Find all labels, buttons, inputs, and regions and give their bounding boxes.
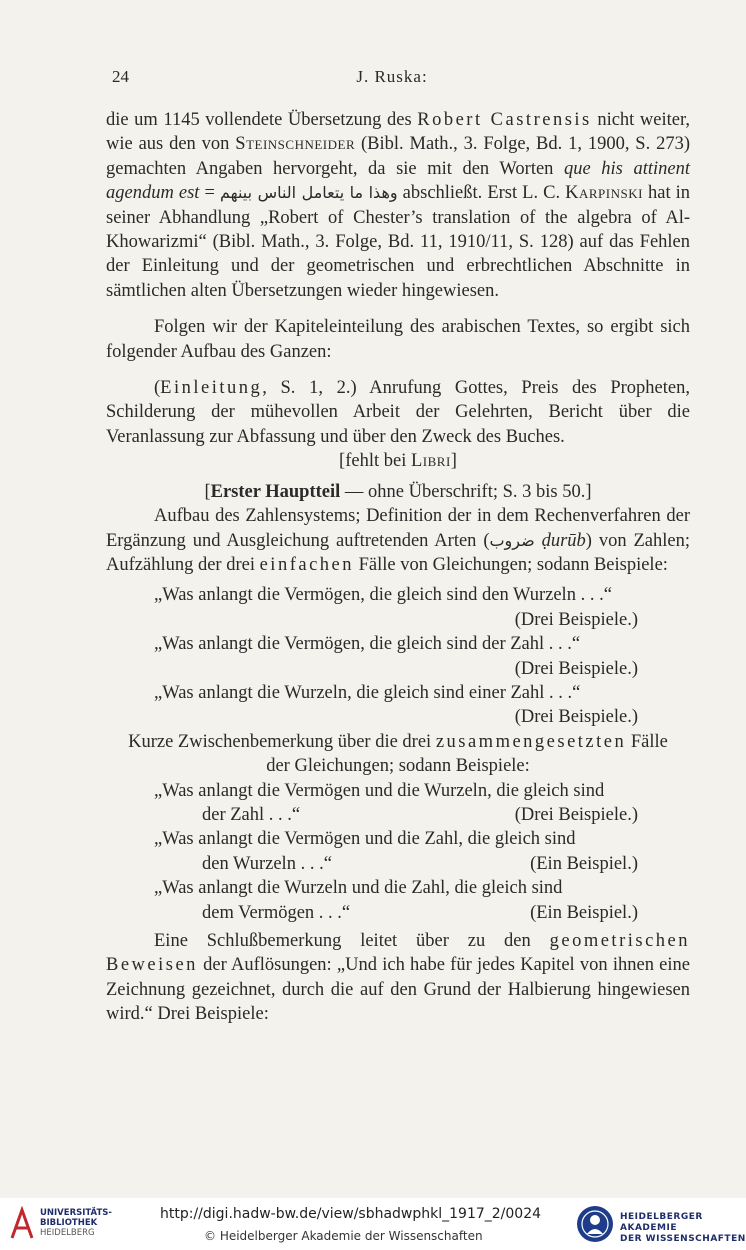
- emphasis: einfachen: [259, 554, 354, 575]
- paragraph-3: (Einleitung, S. 1, 2.) Anrufung Gottes, Preis des Propheten, Schilderung der mühevollen Arbeit der Gelehrten, Bericht über die Veranlassung zur Abfassung und über den Zweck des Buches.: [106, 378, 690, 447]
- quote-line: „Was anlangt die Wurzeln und die Zahl, die gleich sind: [154, 878, 563, 899]
- footer-bar: [0, 1198, 746, 1250]
- quote-line: den Wurzeln . . .“ (Ein Beispiel.): [106, 852, 690, 876]
- emphasis: zusammengesetzten: [435, 731, 627, 752]
- page-number: 24: [112, 67, 129, 86]
- university-library-logo-icon: [8, 1206, 36, 1242]
- quote-ref: (Ein Beispiel.): [530, 853, 638, 874]
- quote-line: „Was anlangt die Vermögen, die gleich sind der Zahl . . .“: [154, 634, 581, 655]
- note-line: [fehlt bei Libri]: [339, 451, 457, 472]
- academy-name: HEIDELBERGER AKADEMIE DER WISSENSCHAFTEN: [620, 1212, 746, 1244]
- quote-line: der Zahl . . .“ (Drei Beispiele.): [106, 803, 690, 827]
- page-header: [112, 67, 672, 89]
- quote-ref: (Ein Beispiel.): [530, 902, 638, 923]
- emphasis: geometrischen Beweisen: [106, 931, 690, 976]
- copyright-notice: © Heidelberger Akademie der Wissenschaften: [204, 1229, 483, 1243]
- quote-ref: (Drei Beispiele.): [514, 707, 638, 728]
- paragraph-1: die um 1145 vollendete Übersetzung des Robert Castrensis nicht weiter, wie aus den von Steinschneider (Bibl. Math., 3. Folge, Bd. 1, 1900, S. 273) gemachten Angaben hervorgeht, da sie mit den Worten que his attinent agendum est = وهذا ما يتعامل الناس بينهم abschließt. Erst L. C. Karpinski hat in seiner Abhandlung „Robert of Chester’s translation of the algebra of Al-Khowarizmi“ (Bibl. Math., 3. Folge, Bd. 11, 1910/11, S. 128) auf das Fehlen der Einleitung und der geometrischen und erbrechtlichen Abschnitte in sämtlichen alten Übersetzungen wieder hingewiesen.: [106, 110, 691, 301]
- running-head: J. Ruska:: [356, 67, 428, 86]
- section-title: Einleitung: [160, 378, 263, 399]
- paragraph-6: Kurze Zwischenbemerkung über die drei zusammengesetzten Fälle der Gleichungen; sodann Beispiele:: [128, 731, 668, 777]
- quote-line: „Was anlangt die Wurzeln, die gleich sind einer Zahl . . .“: [154, 682, 581, 703]
- quote-ref: (Drei Beispiele.): [514, 658, 638, 679]
- quote-ref: (Drei Beispiele.): [514, 609, 638, 630]
- paragraph-2: Folgen wir der Kapiteleinteilung des arabischen Textes, so ergibt sich folgender Aufbau des Ganzen:: [106, 317, 690, 362]
- latin-phrase: que his attinent agendum est: [106, 158, 690, 204]
- arabic-word: ضروب: [489, 530, 535, 550]
- quote-line: „Was anlangt die Vermögen, die gleich sind den Wurzeln . . .“: [154, 585, 612, 606]
- section-heading: [Erster Hauptteil — ohne Überschrift; S. 3 bis 50.]: [204, 481, 592, 502]
- page-body: [106, 108, 690, 1027]
- quote-line: dem Vermögen . . .“ (Ein Beispiel.): [106, 901, 690, 925]
- author-name: Robert Castrensis: [417, 110, 592, 130]
- author-name: Karpinski: [565, 183, 643, 204]
- quote-line: „Was anlangt die Vermögen und die Zahl, die gleich sind: [154, 829, 576, 850]
- university-library-name: UNIVERSITÄTS- BIBLIOTHEK HEIDELBERG: [40, 1208, 112, 1238]
- paragraph-5: Aufbau des Zahlensystems; Definition der in dem Rechenverfahren der Ergänzung und Ausgleichung auftretenden Arten (ضروب ḍurūb) von Zahlen; Aufzählung der drei einfachen Fälle von Gleichungen; sodann Beispiele:: [106, 506, 691, 575]
- permalink-link[interactable]: http://digi.hadw-bw.de/view/sbhadwphkl_1917_2/0024: [160, 1206, 542, 1222]
- transliteration: ḍurūb: [541, 530, 586, 551]
- quote-line: „Was anlangt die Vermögen und die Wurzeln, die gleich sind: [154, 780, 605, 801]
- section-title: Erster Hauptteil: [210, 481, 341, 502]
- arabic-phrase: وهذا ما يتعامل الناس بينهم: [219, 183, 398, 203]
- quote-ref: (Drei Beispiele.): [514, 804, 638, 825]
- academy-seal-icon: [575, 1204, 615, 1244]
- paragraph-7: Eine Schlußbemerkung leitet über zu den geometrischen Beweisen der Auflösungen: „Und ich habe für jedes Kapitel von ihnen eine Zeichnung gezeichnet, durch die auf den Grund der Halbierung hingewiesen wird.“ Drei Beispiele:: [106, 931, 690, 1025]
- author-name: Steinschneider: [235, 134, 356, 155]
